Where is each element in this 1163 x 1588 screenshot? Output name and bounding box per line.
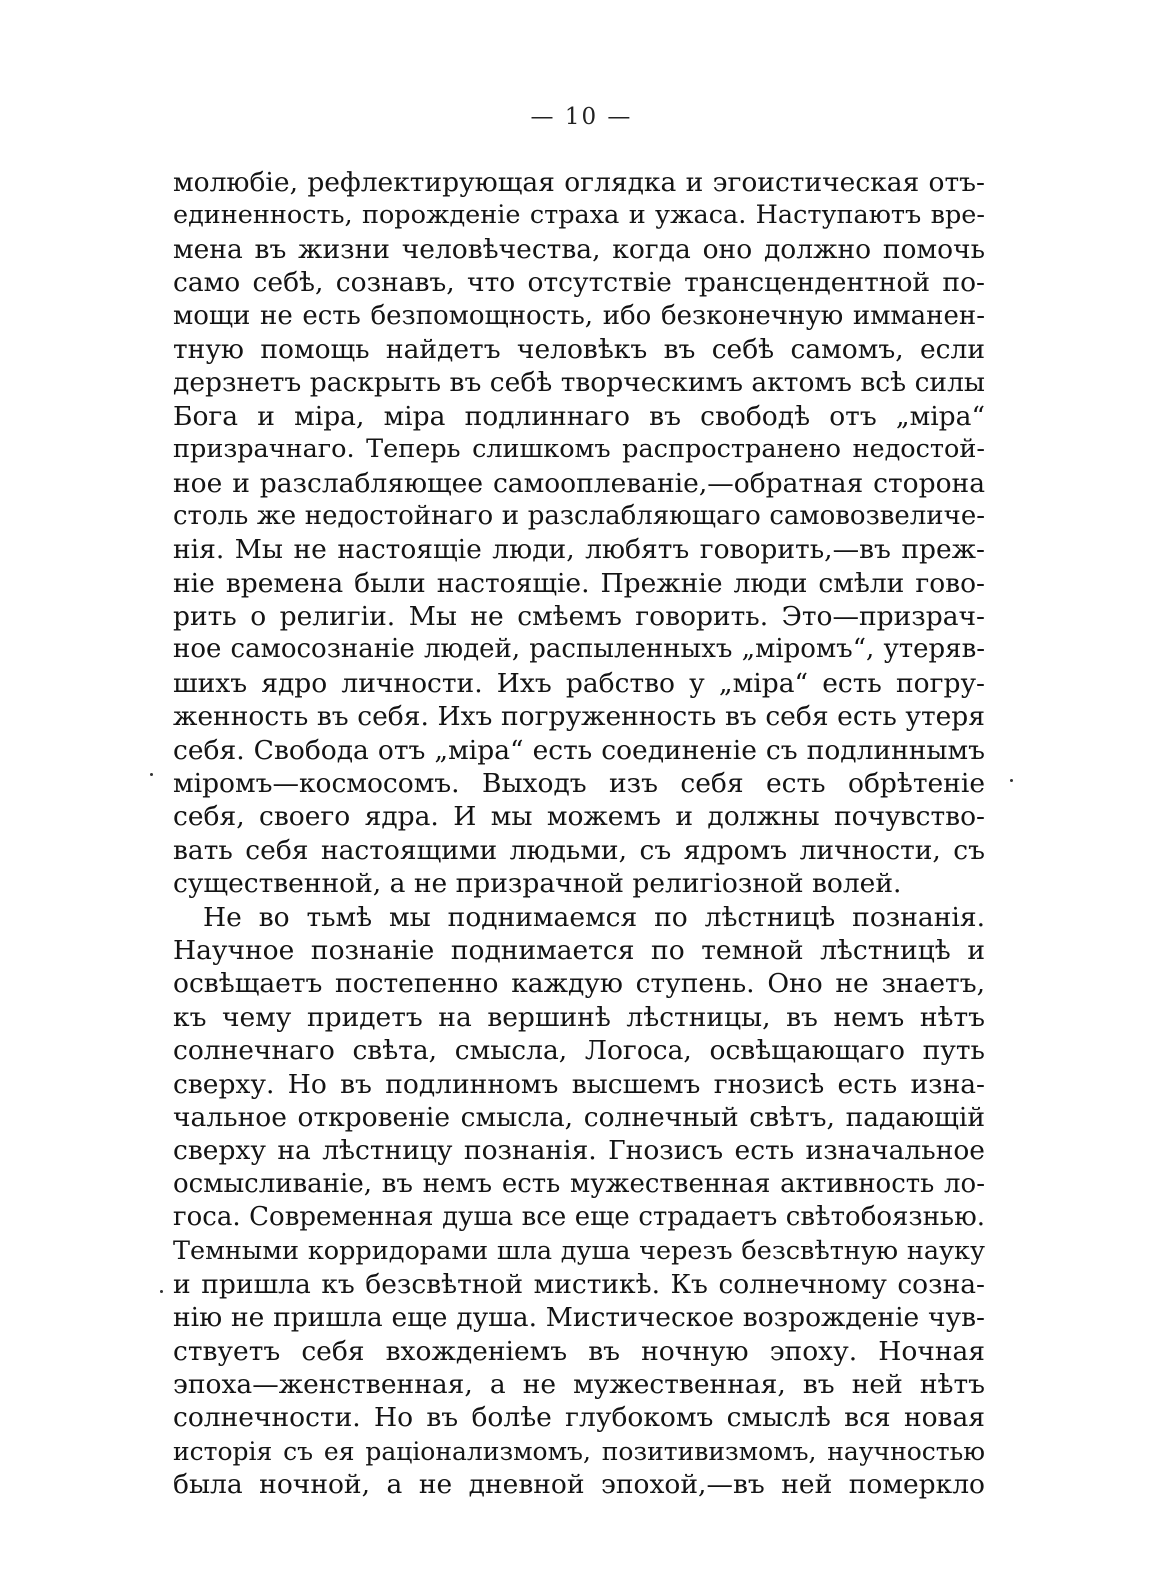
text-line: столь же недостойнаго и разслабляющаго самовозвеличе- [173,500,985,531]
text-line: рить о религіи. Мы не смѣемъ говорить. Это—призрач- [173,601,985,633]
paragraph [173,166,985,901]
text-line: освѣщаетъ постепенно каждую ступень. Оно не знаетъ, [173,968,985,1000]
text-line: молюбіе, рефлектирующая оглядка и эгоистическая отъ- [173,167,985,198]
scan-speck [150,773,153,776]
text-line: Бога и міра, міра подлиннаго въ свободѣ отъ „міра“ [173,400,985,432]
page-number: — 10 — [530,104,633,130]
text-line: исторія съ ея раціонализмомъ, позитивизмомъ, научностью [173,1436,985,1466]
text-line: существенной, а не призрачной религіозной волей. [173,868,902,900]
text-line: шихъ ядро личности. Ихъ рабство у „міра“ есть погру- [173,667,985,699]
text-line: само себѣ, сознавъ, что отсутствіе трансцендентной по- [173,267,985,299]
text-line: солнечнаго свѣта, смысла, Логоса, освѣщающаго путь [173,1035,985,1067]
text-line: госа. Современная душа все еще страдаетъ свѣтобоязнью. [173,1202,985,1233]
text-line: сверху на лѣстницу познанія. Гнозисъ есть изначальное [173,1135,985,1167]
text-line: себя, своего ядра. И мы можемъ и должны почувство- [173,801,985,833]
text-line: міромъ—космосомъ. Выходъ изъ себя есть обрѣтеніе [173,768,985,800]
text-line: ніе времена были настоящіе. Прежніе люди смѣли гово- [173,567,985,599]
scan-speck [1010,779,1013,782]
text-line: и пришла къ безсвѣтной мистикѣ. Къ солнечному созна- [173,1268,985,1300]
text-line: эпоха—женственная, а не мужественная, въ ней нѣтъ [173,1369,985,1401]
text-line: нію не пришла еще душа. Мистическое возрожденіе чув- [173,1302,985,1334]
text-line: единенность, порожденіе страха и ужаса. Наступаютъ вре- [173,200,985,231]
text-line: чальное откровеніе смысла, солнечный свѣтъ, падающій [173,1101,985,1133]
scan-speck [160,1290,163,1293]
text-line: Научное познаніе поднимается по темной лѣстницѣ и [173,934,985,966]
body-text [173,166,985,1502]
text-line: солнечности. Но въ болѣе глубокомъ смыслѣ вся новая [173,1402,985,1434]
text-line: ное самосознаніе людей, распыленныхъ „міромъ“, утеряв- [173,634,985,665]
text-line: ное и разслабляющее самооплеваніе,—обратная сторона [173,467,985,499]
paragraph [173,901,985,1502]
text-line: Темными корридорами шла душа черезъ безсвѣтную науку [173,1235,985,1266]
text-line: мощи не есть безпомощность, ибо безконечную имманен- [173,300,985,331]
text-line: вать себя настоящими людьми, съ ядромъ личности, съ [173,834,985,866]
text-line: была ночной, а не дневной эпохой,—въ ней померкло [173,1469,985,1501]
text-line: мена въ жизни человѣчества, когда оно должно помочь [173,233,985,265]
text-line: тную помощь найдетъ человѣкъ въ себѣ самомъ, если [173,333,985,365]
text-line: къ чему придетъ на вершинѣ лѣстницы, въ немъ нѣтъ [173,1001,985,1033]
text-line: призрачнаго. Теперь слишкомъ распространено недостой- [173,434,985,465]
text-line: себя. Свобода отъ „міра“ есть соединеніе съ подлиннымъ [173,734,985,766]
text-line: сверху. Но въ подлинномъ высшемъ гнозисѣ есть изна- [173,1068,985,1100]
text-line: осмысливаніе, въ немъ есть мужественная активность ло- [173,1168,985,1199]
text-line: Не во тьмѣ мы поднимаемся по лѣстницѣ познанія. [203,901,985,933]
text-line: женность въ себя. Ихъ погруженность въ себя есть утеря [173,701,985,733]
text-line: ствуетъ себя вхожденіемъ въ ночную эпоху. Ночная [173,1335,985,1367]
text-line: дерзнетъ раскрыть въ себѣ творческимъ актомъ всѣ силы [173,367,985,399]
text-line: нія. Мы не настоящіе люди, любятъ говорить,—въ преж- [173,534,985,566]
